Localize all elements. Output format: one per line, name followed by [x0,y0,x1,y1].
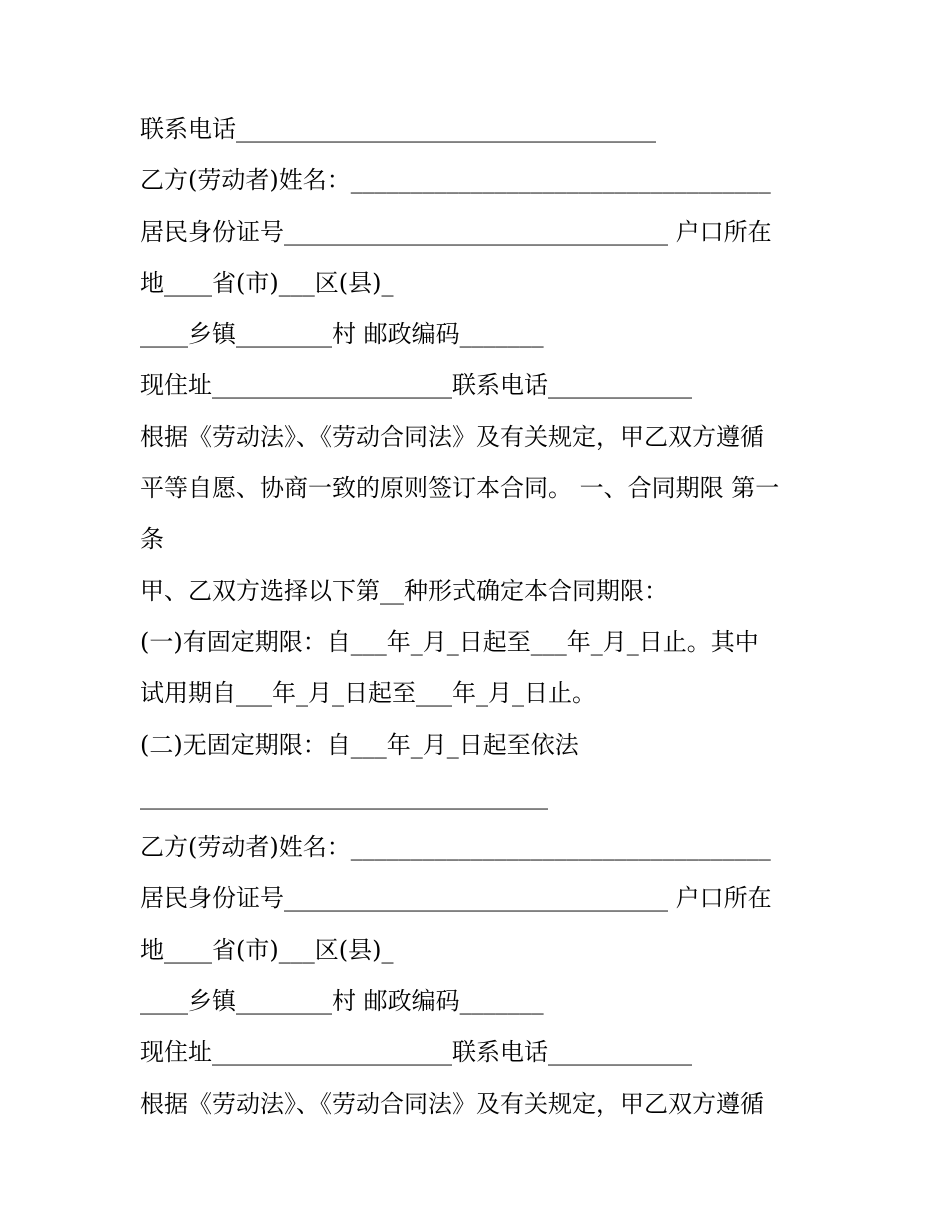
text-line-township-postcode-repeat: ____乡镇________村 邮政编码_______ [140,987,544,1016]
text-line-legal-basis-repeat: 根据《劳动法》、《劳动合同法》及有关规定，甲乙双方遵循 [140,1089,764,1118]
text-line-household-province: 地____省(市)___区(县)_ [140,268,394,297]
text-line-household-province-repeat: 地____省(市)___区(县)_ [140,935,394,964]
text-line-principles: 平等自愿、协商一致的原则签订本合同。 一、合同期限 第一 [140,474,780,503]
document-body [140,104,820,1130]
text-line-id-number: 居民身份证号________________________________ 户口所在 [140,217,772,246]
text-line-fixed-term: (一)有固定期限：自___年_月_日起至___年_月_日止。其中 [140,627,759,656]
text-line-legal-basis: 根据《劳动法》、《劳动合同法》及有关规定，甲乙双方遵循 [140,422,764,451]
text-line-contact-phone: 联系电话___________________________________ [140,115,656,143]
text-line-current-address-repeat: 现住址____________________联系电话____________ [140,1038,692,1067]
text-line-party-b-name: 乙方(劳动者)姓名：___________________________________ [140,166,771,195]
text-line-term-selection: 甲、乙双方选择以下第__种形式确定本合同期限： [140,576,668,605]
text-line-township-postcode: ____乡镇________村 邮政编码_______ [140,320,544,349]
text-line-id-number-repeat: 居民身份证号________________________________ 户口所在 [140,884,772,913]
text-line-open-term: (二)无固定期限：自___年_月_日起至依法 [140,730,579,759]
text-line-probation: 试用期自___年_月_日起至___年_月_日止。 [140,679,596,708]
text-line-current-address: 现住址____________________联系电话____________ [140,371,692,400]
text-line-party-b-name-repeat: 乙方(劳动者)姓名：___________________________________ [140,833,771,862]
text-line-blank: __________________________________ [140,781,548,810]
text-line-article: 条 [140,525,164,554]
